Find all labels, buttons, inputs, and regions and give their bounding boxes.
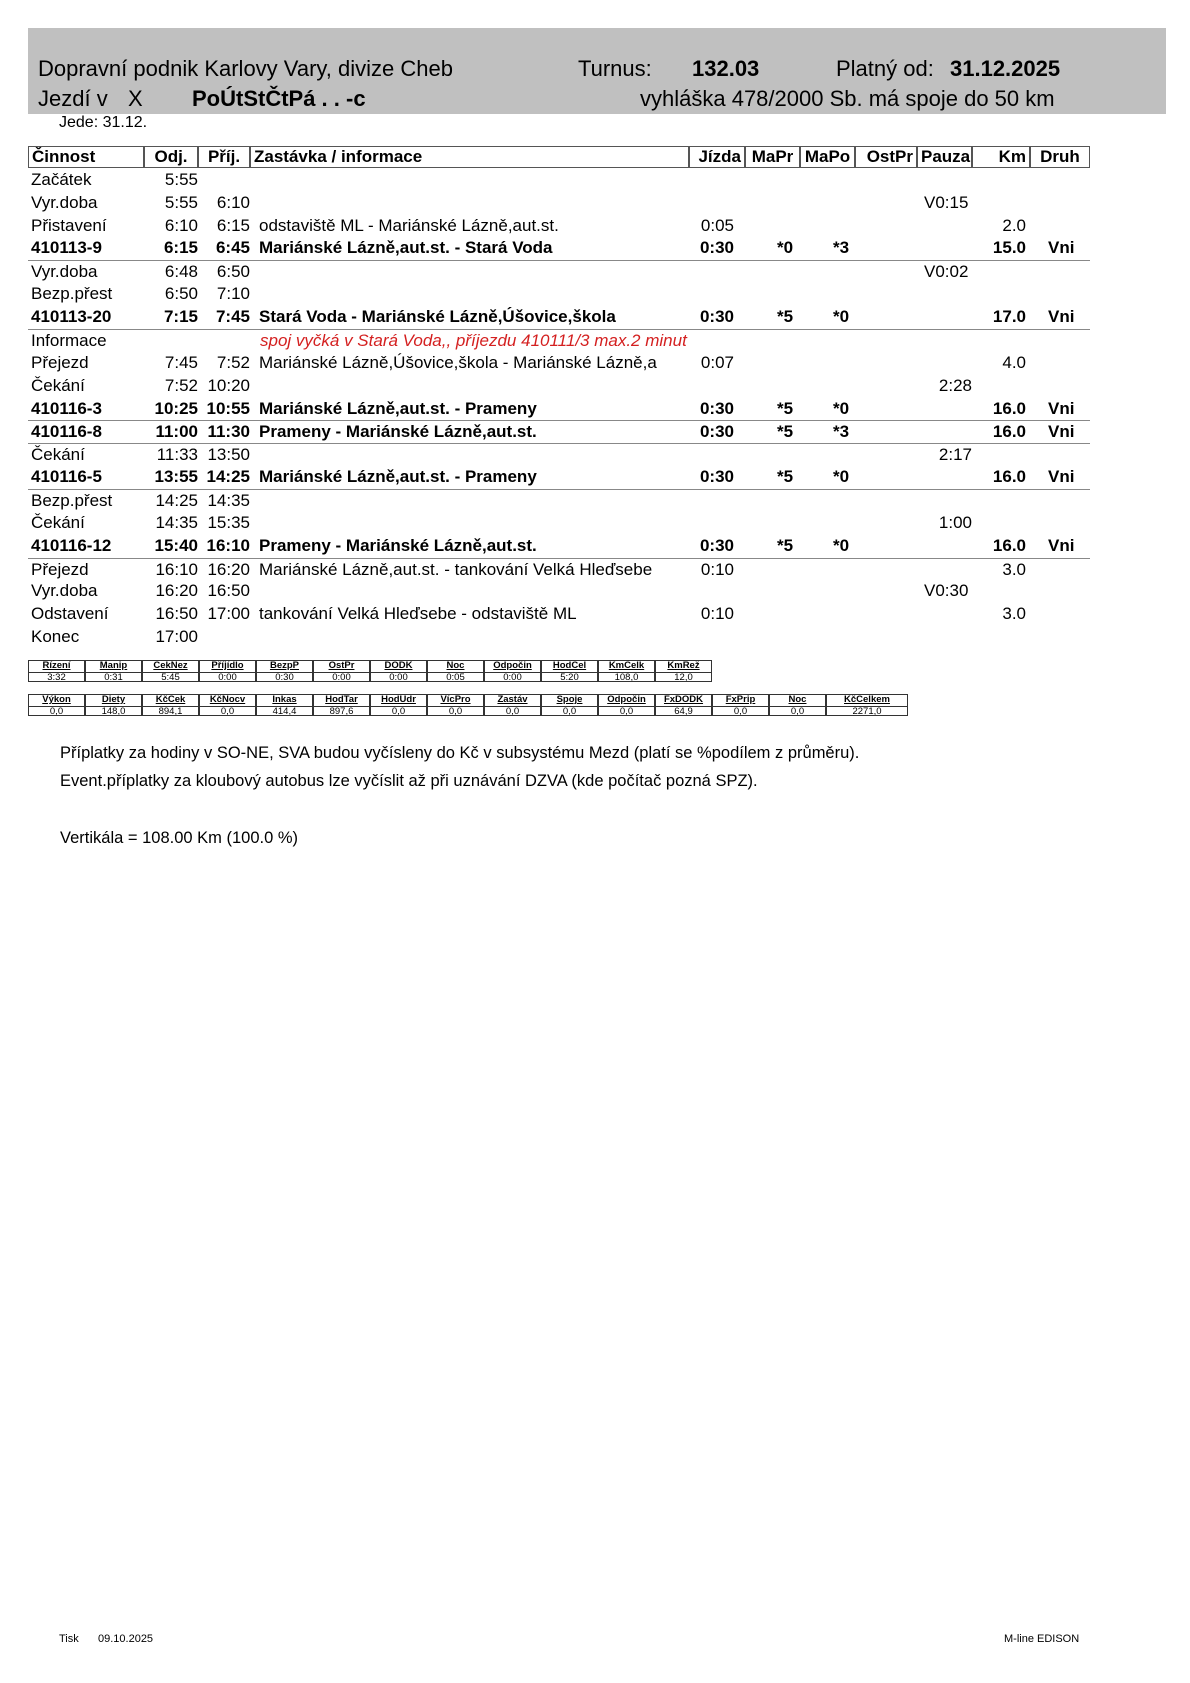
cell-odj: 14:35 <box>155 513 198 532</box>
cell-km: 3.0 <box>1002 560 1026 579</box>
col-odj: Odj. <box>144 146 198 168</box>
cell-druh: Vni <box>1048 467 1075 486</box>
table-row <box>28 580 1090 602</box>
summary-cell: HodÚdr 0,0 <box>370 694 427 716</box>
cell-km: 16.0 <box>992 422 1026 441</box>
cell-mapr: *5 <box>777 536 794 555</box>
cell-druh: Vni <box>1048 399 1075 418</box>
table-row <box>28 329 1090 352</box>
cell-zastavka: Mariánské Lázně,Úšovice,škola - Mariánské Lázně,a <box>259 353 657 372</box>
cell-mapr: *5 <box>777 307 794 326</box>
cell-cinnost: Začátek <box>31 170 92 189</box>
note-surcharge: Příplatky za hodiny v SO-NE, SVA budou vyčísleny do Kč v subsystému Mezd (platí se %podílem z průměru). <box>60 744 860 762</box>
table-row <box>28 260 1090 283</box>
cell-druh: Vni <box>1048 238 1075 257</box>
cell-zastavka: Prameny - Mariánské Lázně,aut.st. <box>259 536 537 555</box>
cell-prij: 14:25 <box>206 467 250 486</box>
summary-cell: ČekNez 5:45 <box>142 660 199 682</box>
cell-prij: 6:15 <box>216 216 250 235</box>
cell-prij: 10:20 <box>207 376 250 395</box>
summary-cell: Spoje 0,0 <box>541 694 598 716</box>
summary-cell: Noc 0:05 <box>427 660 484 682</box>
jede-date: Jede: 31.12. <box>59 114 148 131</box>
cell-odj: 6:50 <box>164 284 198 303</box>
summary-cell: Výkon 0,0 <box>28 694 85 716</box>
cell-jizda: 0:30 <box>699 467 734 486</box>
cell-prij: 15:35 <box>207 513 250 532</box>
summary-cell: KčČek 894,1 <box>142 694 199 716</box>
cell-cinnost: Vyr.doba <box>31 581 98 600</box>
cell-info-note: spoj vyčká v Stará Voda,, příjezdu 410111/3 max.2 minut <box>260 331 687 350</box>
cell-zastavka: Mariánské Lázně,aut.st. - tankování Velká Hleďsebe <box>259 560 653 579</box>
cell-jizda: 0:05 <box>700 216 734 235</box>
cell-odj: 10:25 <box>154 399 198 418</box>
note-vertikala: Vertikála = 108.00 Km (100.0 %) <box>60 829 299 847</box>
cell-odj: 17:00 <box>155 627 198 646</box>
summary-cell: KmRež 12,0 <box>655 660 712 682</box>
summary-cell: Řízení 3:32 <box>28 660 85 682</box>
cell-jizda: 0:10 <box>700 604 734 623</box>
cell-cinnost: Vyr.doba <box>31 193 98 212</box>
cell-prij: 16:10 <box>206 536 250 555</box>
cell-jizda: 0:30 <box>699 238 734 257</box>
col-jizda: Jízda <box>689 146 745 168</box>
cell-zastavka: Mariánské Lázně,aut.st. - Prameny <box>259 399 537 418</box>
cell-prij: 7:10 <box>216 284 250 303</box>
summary-cell: HodCel 5:20 <box>541 660 598 682</box>
cell-pauza: 2:17 <box>938 445 972 464</box>
cell-prij: 7:45 <box>215 307 250 326</box>
cell-zastavka: odstaviště ML - Mariánské Lázně,aut.st. <box>259 216 559 235</box>
cell-mapo: *3 <box>833 238 850 257</box>
jezdi-x: X <box>128 86 143 111</box>
cell-prij: 14:35 <box>207 491 250 510</box>
cell-prij: 6:50 <box>216 262 250 281</box>
cell-mapr: *5 <box>777 399 794 418</box>
cell-cinnost: 410116-12 <box>31 536 112 555</box>
table-row <box>28 535 1090 557</box>
cell-mapr: *5 <box>777 422 794 441</box>
table-row <box>28 420 1090 443</box>
col-druh: Druh <box>1030 146 1090 168</box>
col-pauza: Pauza <box>917 146 972 168</box>
cell-odj: 11:33 <box>156 445 198 464</box>
table-row <box>28 443 1090 466</box>
cell-zastavka: Prameny - Mariánské Lázně,aut.st. <box>259 422 537 441</box>
col-ostpr: OstPr <box>855 146 917 168</box>
cell-odj: 7:15 <box>163 307 198 326</box>
table-row <box>28 169 1090 191</box>
cell-cinnost: Informace <box>31 331 107 350</box>
cell-jizda: 0:30 <box>699 422 734 441</box>
cell-km: 17.0 <box>992 307 1026 326</box>
cell-cinnost: 410113-20 <box>31 307 112 326</box>
cell-cinnost: Čekání <box>31 376 85 395</box>
cell-prij: 6:45 <box>215 238 250 257</box>
cell-cinnost: Bezp.přest <box>31 284 113 303</box>
cell-km: 16.0 <box>992 536 1026 555</box>
cell-prij: 17:00 <box>207 604 250 623</box>
cell-odj: 13:55 <box>154 467 198 486</box>
cell-km: 4.0 <box>1002 353 1026 372</box>
summary-cell: DODK 0:00 <box>370 660 427 682</box>
col-prij: Příj. <box>198 146 250 168</box>
cell-pauza: 2:28 <box>938 376 972 395</box>
cell-cinnost: 410116-3 <box>31 399 102 418</box>
summary-cell: KčCelkem 2271,0 <box>826 694 908 716</box>
cell-cinnost: Přejezd <box>31 353 89 372</box>
summary-cell: KmCelk 108,0 <box>598 660 655 682</box>
cell-pauza: V0:02 <box>924 262 969 281</box>
cell-pauza: 1:00 <box>938 513 972 532</box>
summary-cell: FxPrip 0,0 <box>712 694 769 716</box>
summary-cell: Inkas 414,4 <box>256 694 313 716</box>
col-mapo: MaPo <box>800 146 855 168</box>
cell-odj: 6:48 <box>164 262 198 281</box>
cell-prij: 16:50 <box>207 581 250 600</box>
cell-mapr: *0 <box>777 238 794 257</box>
cell-druh: Vni <box>1048 422 1075 441</box>
cell-km: 16.0 <box>992 467 1026 486</box>
footer-software: M-line EDISON <box>1004 1633 1080 1645</box>
summary-cell: VícPro 0,0 <box>427 694 484 716</box>
turnus-label: Turnus: <box>578 56 652 81</box>
cell-jizda: 0:30 <box>699 307 734 326</box>
summary-cell: BezpP 0:30 <box>256 660 313 682</box>
table-row <box>28 558 1090 581</box>
turnus-value: 132.03 <box>692 56 760 81</box>
cell-cinnost: Čekání <box>31 513 85 532</box>
cell-mapo: *3 <box>833 422 850 441</box>
summary-cell: Noc 0,0 <box>769 694 826 716</box>
footer-tisk-label: Tisk <box>59 1633 79 1645</box>
note-articulated: Event.příplatky za kloubový autobus lze vyčíslit až při uznávání DZVA (kde počítač pozná SPZ). <box>60 772 758 790</box>
summary-cell: KčNocv 0,0 <box>199 694 256 716</box>
jezdi-label: Jezdí v <box>38 86 108 111</box>
days-code: PoÚtStČtPá . . -c <box>192 86 366 111</box>
summary-cell: FxDODK 64,9 <box>655 694 712 716</box>
cell-km: 15.0 <box>992 238 1026 257</box>
cell-cinnost: 410116-5 <box>31 467 102 486</box>
summary-cell: Příjídlo 0:00 <box>199 660 256 682</box>
cell-mapo: *0 <box>833 536 850 555</box>
cell-odj: 16:20 <box>155 581 198 600</box>
table-row <box>28 306 1090 328</box>
cell-odj: 7:45 <box>164 353 198 372</box>
cell-prij: 16:20 <box>207 560 250 579</box>
cell-jizda: 0:07 <box>700 353 734 372</box>
cell-km: 3.0 <box>1002 604 1026 623</box>
cell-cinnost: 410116-8 <box>31 422 102 441</box>
cell-prij: 13:50 <box>207 445 250 464</box>
cell-odj: 6:10 <box>164 216 198 235</box>
cell-prij: 10:55 <box>206 399 250 418</box>
cell-cinnost: 410113-9 <box>31 238 102 257</box>
summary-cell: OstPr 0:00 <box>313 660 370 682</box>
cell-odj: 16:50 <box>155 604 198 623</box>
table-row <box>28 466 1090 488</box>
cell-odj: 6:15 <box>163 238 198 257</box>
col-km: Km <box>972 146 1030 168</box>
table-row <box>28 626 1090 648</box>
cell-odj: 15:40 <box>154 536 198 555</box>
table-row <box>28 375 1090 397</box>
cell-cinnost: Přistavení <box>31 216 107 235</box>
cell-jizda: 0:30 <box>699 399 734 418</box>
col-mapr: MaPr <box>745 146 800 168</box>
cell-pauza: V0:15 <box>924 193 969 212</box>
cell-cinnost: Odstavení <box>31 604 109 623</box>
cell-odj: 14:25 <box>155 491 198 510</box>
summary-cell: Manip 0:31 <box>85 660 142 682</box>
summary-cell: Odpočin 0,0 <box>598 694 655 716</box>
cell-km: 2.0 <box>1002 216 1026 235</box>
cell-cinnost: Vyr.doba <box>31 262 98 281</box>
col-zastavka: Zastávka / informace <box>250 146 689 168</box>
cell-druh: Vni <box>1048 536 1075 555</box>
cell-zastavka: Mariánské Lázně,aut.st. - Stará Voda <box>259 238 553 257</box>
table-row <box>28 215 1090 237</box>
platny-label: Platný od: <box>836 56 934 81</box>
cell-odj: 5:55 <box>164 170 198 189</box>
cell-odj: 7:52 <box>164 376 198 395</box>
table-row <box>28 512 1090 534</box>
cell-mapo: *0 <box>833 399 850 418</box>
cell-prij: 6:10 <box>216 193 250 212</box>
table-row <box>28 489 1090 512</box>
table-row <box>28 352 1090 374</box>
table-row <box>28 283 1090 305</box>
cell-druh: Vni <box>1048 307 1075 326</box>
cell-zastavka: Stará Voda - Mariánské Lázně,Úšovice,škola <box>259 307 616 326</box>
cell-prij: 11:30 <box>207 422 250 441</box>
vyhlaska-note: vyhláška 478/2000 Sb. má spoje do 50 km <box>640 86 1055 111</box>
cell-cinnost: Bezp.přest <box>31 491 113 510</box>
col-cinnost: Činnost <box>28 146 144 168</box>
table-row <box>28 192 1090 214</box>
summary-cell: Diety 148,0 <box>85 694 142 716</box>
summary-cell: HodTar 897,6 <box>313 694 370 716</box>
table-row <box>28 237 1090 259</box>
table-row <box>28 398 1090 420</box>
cell-odj: 16:10 <box>155 560 198 579</box>
cell-prij: 7:52 <box>216 353 250 372</box>
cell-mapr: *5 <box>777 467 794 486</box>
cell-cinnost: Čekání <box>31 445 85 464</box>
table-row <box>28 603 1090 625</box>
cell-zastavka: Mariánské Lázně,aut.st. - Prameny <box>259 467 537 486</box>
cell-pauza: V0:30 <box>924 581 969 600</box>
cell-odj: 11:00 <box>155 422 198 441</box>
cell-mapo: *0 <box>833 467 850 486</box>
cell-zastavka: tankování Velká Hleďsebe - odstaviště ML <box>259 604 577 623</box>
cell-km: 16.0 <box>992 399 1026 418</box>
summary-cell: Odpočin 0:00 <box>484 660 541 682</box>
cell-jizda: 0:30 <box>699 536 734 555</box>
cell-odj: 5:55 <box>164 193 198 212</box>
cell-jizda: 0:10 <box>700 560 734 579</box>
cell-cinnost: Konec <box>31 627 80 646</box>
platny-value: 31.12.2025 <box>950 56 1061 81</box>
cell-cinnost: Přejezd <box>31 560 89 579</box>
summary-cell: Zastáv 0,0 <box>484 694 541 716</box>
company-name: Dopravní podnik Karlovy Vary, divize Cheb <box>38 56 453 81</box>
footer-tisk-date: 09.10.2025 <box>98 1633 154 1645</box>
cell-mapo: *0 <box>833 307 850 326</box>
